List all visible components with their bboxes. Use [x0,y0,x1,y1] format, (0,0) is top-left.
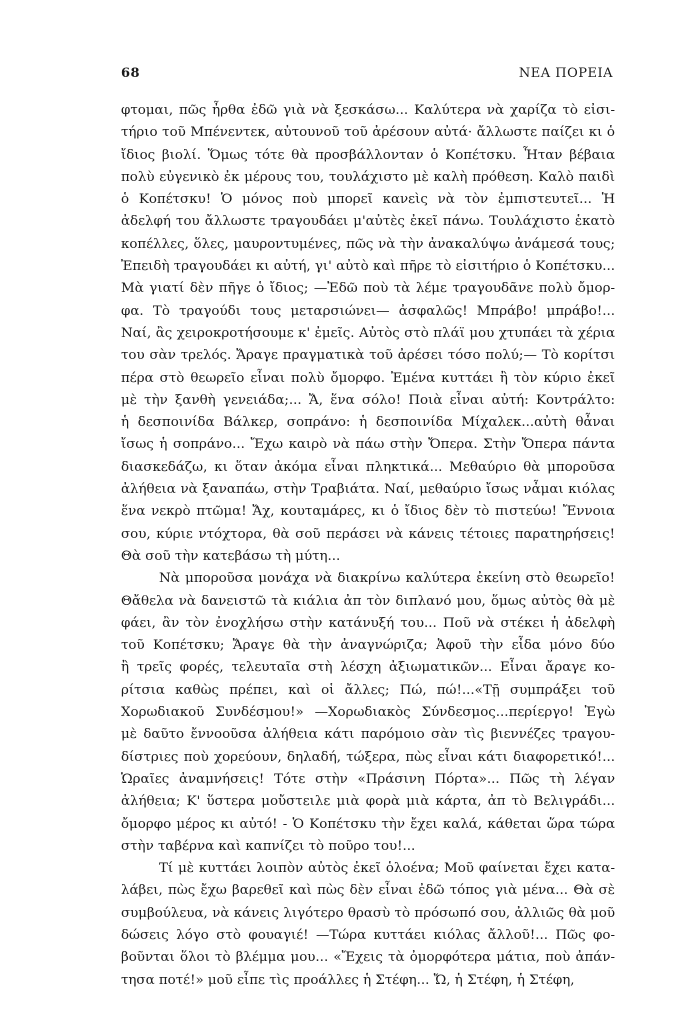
text-line: δώσεις λόγο στὸ φουαγιέ! —Τώρα κυττάει κιόλας ἄλλοῦ!... Πῶς φο- [121,927,615,943]
text-line: Ναί, ἂς χειροκροτήσουμε κ' ἐμεῖς. Αὐτὸς στὸ πλάϊ μου χτυπάει τὰ χέρια [121,325,615,341]
text-line: του σὰν τρελός. Ἄραγε πραγματικὰ τοῦ ἀρέσει τόσο πολύ;— Τὸ κορίτσι [121,348,615,364]
text-line: δίστριες ποὺ χορεύουν, δηλαδή, τώξερα, πὼς εἶναι κάτι διαφορετικό!... [121,749,615,765]
text-line: ἴδιος βιολί. Ὅμως τότε θὰ προσβάλλονταν ὁ Κοπέτσκυ. Ἦταν βέβαια [121,147,615,163]
journal-title: ΝΕΑ ΠΟΡΕΙΑ [518,66,613,81]
paragraph [121,858,615,992]
page-number: 68 [121,66,141,81]
text-line: βοῦνται ὅλοι τὸ βλέμμα μου... «Ἔχεις τὰ ὀμορφότερα μάτια, ποὺ ἀπάν- [121,950,615,966]
text-line: φα. Τὸ τραγούδι τους μεταρσιώνει— ἀσφαλῶς! Μπράβο! μπράβο!... [121,303,615,319]
text-line: Μὰ γιατί δὲν πῆγε ὁ ἴδιος; —Ἐδῶ ποὺ τὰ λέμε τραγουδᾶνε πολὺ ὄμορ- [121,281,615,297]
text-line: διασκεδάζω, κι ὅταν ἀκόμα εἶναι πληκτικά... Μεθαύριο θὰ μποροῦσα [121,459,615,475]
text-line: ἀλήθεια νὰ ξαναπάω, στὴν Τραβιάτα. Ναί, μεθαύριο ἴσως νἆμαι κιόλας [121,482,615,498]
text-line: Θἄθελα νὰ δανειστῶ τὰ κιάλια ἀπ τὸν διπλανό μου, ὅμως αὐτὸς θὰ μὲ [121,593,615,609]
text-line: Τί μὲ κυττάει λοιπὸν αὐτὸς ἐκεῖ ὁλοένα; Μοῦ φαίνεται ἔχει κατα- [159,861,615,877]
text-line: πολὺ εὐγενικὸ ἐκ μέρους του, τουλάχιστο μὲ καλὴ πρόθεση. Καλὸ παιδὶ [121,169,615,185]
paragraph [121,100,615,568]
text-line: Ἐπειδὴ τραγουδάει κι αὐτή, γι' αὐτὸ καὶ πῆρε τὸ εἰσιτήριο ὁ Κοπέτσκυ... [121,259,615,275]
text-line: στὴν ταβέρνα καὶ καπνίζει τὸ ποῦρο του!... [121,838,416,854]
text-line: τησα ποτέ!» μοῦ εἶπε τὶς προάλλες ἡ Στέφη... Ὤ, ἡ Στέφη, ἡ Στέφη, [121,972,575,988]
text-line: φτομαι, πῶς ἦρθα ἐδῶ γιὰ νὰ ξεσκάσω... Καλύτερα νὰ χαρίζα τὸ εἰσι- [121,103,615,118]
text-line: Θὰ σοῦ τὴν κατεβάσω τὴ μύτη... [121,548,341,564]
text-line: ἀδελφή του ἄλλωστε τραγουδάει μ'αὐτὲς ἐκεῖ πάνω. Τουλάχιστο ἑκατὸ [121,214,615,230]
text-line: κοπέλλες, ὅλες, μαυροντυμένες, πῶς νὰ τὴν ἀνακαλύψω ἀνάμεσά τους; [121,236,615,252]
text-line: φάει, ἂν τὸν ἐνοχλήσω στὴν κατάνυξή του... Ποῦ νὰ στέκει ἡ ἀδελφὴ [121,615,615,631]
text-line: μὲ δαῦτο ἔννοοῦσα ἀλήθεια κάτι παρόμοιο σὰν τὶς βιεννέζες τραγου- [121,727,615,743]
text-line: ἡ δεσποινίδα Βάλκερ, σοπράνο: ἡ δεσποινίδα Μίχαλεκ...αὐτὴ θἆναι [121,415,615,431]
text-line: ἀλήθεια; Κ' ὕστερα μοὔστειλε μιὰ φορὰ μιὰ κάρτα, ἀπ τὸ Βελιγράδι... [121,794,615,810]
text-line: ὄμορφο μέρος κι αὐτό! - Ὁ Κοπέτσκυ τὴν ἔχει καλά, κάθεται ὥρα τώρα [121,816,615,832]
text-line: Ὡραῖες ἀναμνήσεις! Τότε στὴν «Πράσινη Πόρτα»... Πῶς τὴ λέγαν [121,771,615,787]
text-line: ρίτσια καθὼς πρέπει, καὶ οἱ ἄλλες; Πώ, πώ!...«Τῇ συμπράξει τοῦ [121,682,615,698]
paragraph [121,568,615,858]
text-line: ἢ τρεῖς φορές, τελευταῖα στὴ λέσχη ἀξιωματικῶν... Εἶναι ἄραγε κο- [121,660,615,676]
body-text [121,100,615,992]
text-line: λάβει, πὼς ἔχω βαρεθεῖ καὶ πὼς δὲν εἶναι ἐδῶ τόπος γιὰ μένα... Θὰ σὲ [121,883,615,899]
text-line: πέρα στὸ θεωρεῖο εἶναι πολὺ ὄμορφο. Ἐμένα κυττάει ἢ τὸν κύριο ἐκεῖ [121,370,615,386]
text-line: ἕνα νεκρὸ πτῶμα! Ἄχ, κουταμάρες, κι ὁ ἴδιος δὲν τὸ πιστεύω! Ἔννοια [121,504,615,520]
text-line: Νὰ μποροῦσα μονάχα νὰ διακρίνω καλύτερα ἐκείνη στὸ θεωρεῖο! [159,571,615,587]
running-head [121,66,613,84]
text-line: ἴσως ἡ σοπράνο... Ἔχω καιρὸ νὰ πάω στὴν Ὄπερα. Στὴν Ὄπερα πάντα [121,437,615,453]
text-line: τοῦ Κοπέτσκυ; Ἄραγε θὰ τὴν ἀναγνώριζα; Ἀφοῦ τὴν εἶδα μόνο δύο [121,638,615,654]
text-line: τήριο τοῦ Μπένεντεκ, αὐτουνοῦ τοῦ ἀρέσουν αὐτά· ἄλλωστε παίζει κι ὁ [121,125,615,141]
text-line: Χορωδιακοῦ Συνδέσμου!» —Χορωδιακὸς Σύνδεσμος...περίεργο! Ἐγὼ [121,705,615,721]
text-line: συμβούλευα, νὰ κάνεις λιγότερο θρασὺ τὸ πρόσωπό σου, ἀλλιῶς θὰ μοῦ [121,905,615,921]
text-line: μὲ τὴν ξανθὴ γενειάδα;... Ἄ, ἕνα σόλο! Ποιὰ εἶναι αὐτή: Κοντράλτο: [121,392,615,408]
text-line: ὁ Κοπέτσκυ! Ὁ μόνος ποὺ μπορεῖ κανεὶς νὰ τὸν ἐμπιστευτεῖ... Ἡ [121,192,615,208]
text-line: σου, κύριε ντόχτορα, θὰ σοῦ περάσει νὰ κάνεις τέτοιες παρατηρήσεις! [121,526,615,542]
